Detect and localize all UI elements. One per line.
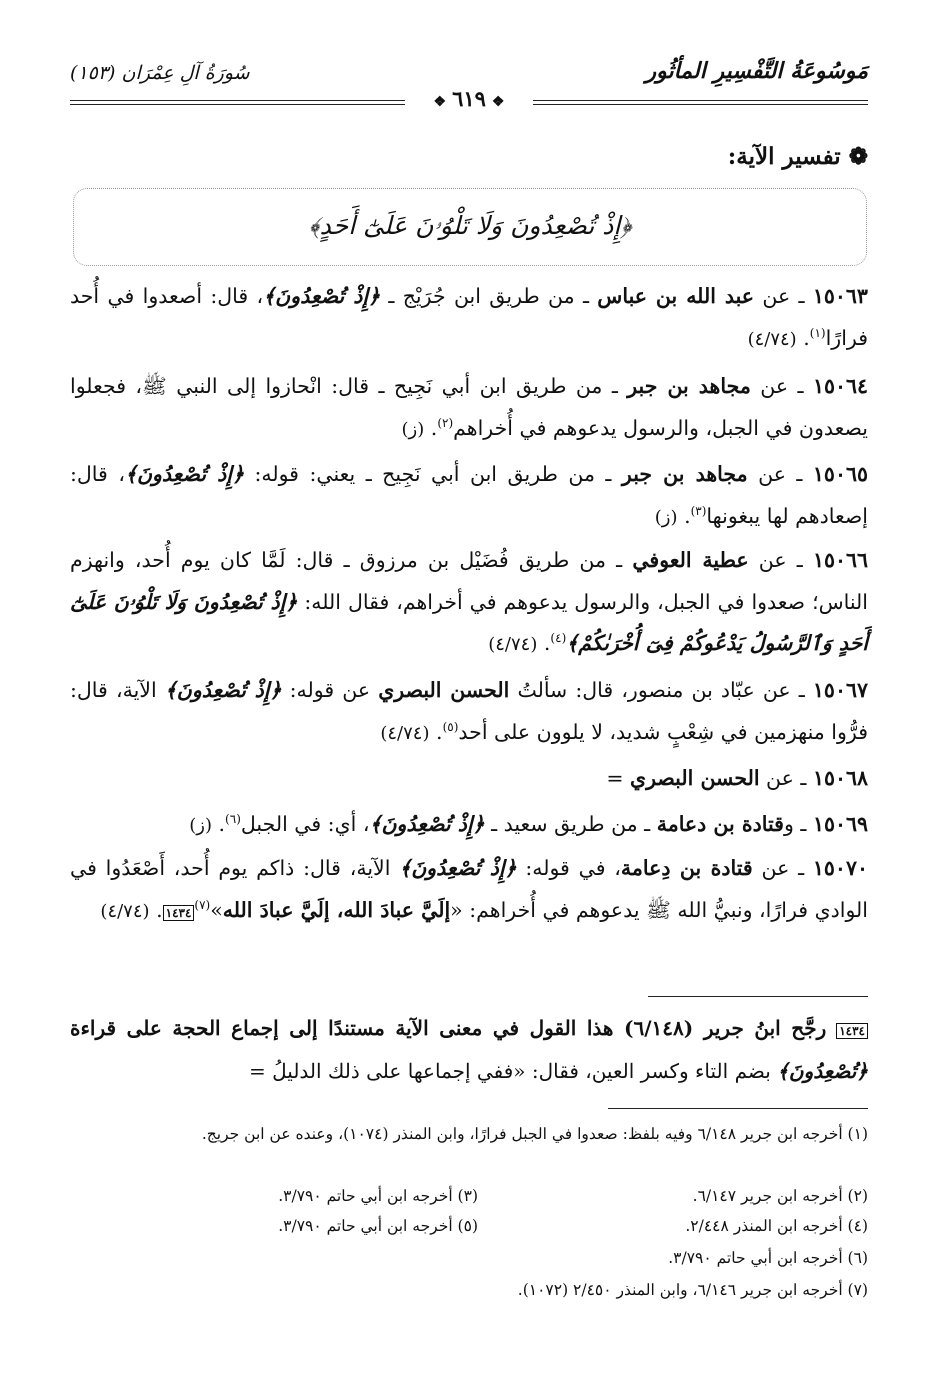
- entry-number: ١٥٠٦٨: [812, 766, 868, 790]
- footnote-marker[interactable]: (٢): [437, 415, 454, 430]
- entry-text: ـ عن: [758, 548, 803, 572]
- volume-reference: (ز): [401, 418, 425, 440]
- footnote-divider: [608, 1108, 868, 1109]
- quran-quote: ﴿إِذْ تُصْعِدُونَ﴾: [369, 812, 485, 836]
- narrator-name: مجاهد بن جبر: [621, 462, 748, 486]
- footnote-marker[interactable]: (٦): [225, 812, 241, 827]
- commentary-marker[interactable]: ١٤٣٤: [163, 905, 195, 921]
- entry-number: ١٥٠٦٤: [812, 374, 868, 398]
- footnote-marker[interactable]: (٧): [194, 897, 211, 912]
- volume-reference: (ز): [189, 815, 212, 836]
- entry-text: ـ من طريق ابن أبي نَجِيح ـ يعني: قوله:: [254, 462, 612, 486]
- quran-quote: ﴿إِذْ تُصْعِدُونَ وَلَا تَلْوُۥنَ عَلَىٰٓ أَحَدٍ وَٱلرَّسُولُ يَدْعُوكُمْ فِىٓ أُخْرَىٰكُمْ﴾: [70, 589, 868, 655]
- entry-text: ـ عن: [761, 856, 805, 880]
- entry-text: ـ من طريق فُضَيْل بن مرزوق ـ قال: لَمَّا كان يوم أُحد، وانهزم الناس؛ صعدوا في الجبل، والرسول يدعوهم في أخراهم، فقال الله:: [70, 548, 868, 614]
- footnote-marker[interactable]: (٤): [550, 631, 567, 646]
- entry-text: ـ من طريق ابن أبي نَجِيح ـ قال: انْحازوا إلى النبي ﷺ، فجعلوا يصعدون في الجبل، والرسول يدعوهم في أُخراهم: [70, 374, 868, 440]
- page-number: ٦١٩: [452, 86, 486, 111]
- hadith-call: إلَيَّ عبادَ الله، إلَيَّ عبادَ الله: [222, 897, 451, 922]
- quran-quote: ﴿إِذْ تُصْعِدُونَ﴾: [399, 856, 517, 880]
- ornament-icon: ❖: [491, 94, 505, 110]
- narrator-name: عبد الله بن عباس: [597, 284, 755, 308]
- quran-quote: ﴿إِذْ تُصْعِدُونَ﴾: [263, 284, 381, 308]
- narrator-name: مجاهد بن جبر: [627, 374, 751, 398]
- footnote-2: (٢) أخرجه ابن جرير ٦/١٤٧.: [692, 1187, 868, 1205]
- narrator-name: الحسن البصري: [378, 678, 510, 702]
- footnote-marker[interactable]: (١): [809, 325, 826, 340]
- entry-text: ـ عن عبّاد بن منصور، قال: سألتُ: [517, 678, 805, 702]
- footnote-3: (٣) أخرجه ابن أبي حاتم ٣/٧٩٠.: [278, 1187, 478, 1205]
- ornament-icon: ❖: [433, 94, 447, 110]
- entry-text: الآية، قال: ذاكم يوم أُحد، أَصْعَدُوا في الوادي فرارًا، ونبيُّ الله ﷺ يدعوهم في أُخراهم: «: [70, 856, 868, 922]
- entry-text: .: [543, 631, 551, 655]
- entry-text: عن قوله:: [289, 678, 371, 702]
- surah-label: سُورَةُ آلِ عِمْرَان (١٥٣): [70, 62, 250, 84]
- narrator-name: قتادة بن دعامة: [656, 812, 784, 836]
- volume-reference: (٤/٧٤): [100, 900, 150, 922]
- footnote-marker[interactable]: (٥): [442, 719, 459, 734]
- entry-text: ، قال: أصعدوا في أُحد فرارًا: [70, 284, 868, 350]
- section-heading-text: تفسير الآية:: [727, 143, 841, 170]
- section-heading: [728, 143, 868, 170]
- volume-reference: (٤/٧٤): [380, 722, 430, 744]
- page-number-row: [70, 86, 868, 111]
- entry-number: ١٥٠٧٠: [812, 856, 868, 880]
- volume-reference: (ز): [654, 506, 678, 528]
- footnote-5: (٥) أخرجه ابن أبي حاتم ٣/٧٩٠.: [278, 1217, 478, 1235]
- entry-text: ـ عن: [766, 766, 807, 790]
- entry-15063: [70, 276, 868, 360]
- entry-text: ـ عن: [760, 374, 804, 398]
- entry-15069: [70, 804, 868, 847]
- commentary-bold: رجَّح ابنُ جرير (٦/١٤٨) هذا القول في معنى الآية مستندًا إلى إجماع الحجة على قراءة: [70, 1016, 827, 1040]
- footnote-7: (٧) أخرجه ابن جرير ٦/١٤٦، وابن المنذر ٢/٤٥٠ (١٠٧٢).: [517, 1281, 868, 1299]
- entry-text: ـ من طريق ابن جُرَيْج ـ: [388, 284, 589, 308]
- entry-text: ـ عن: [762, 284, 805, 308]
- entry-text: .: [436, 719, 443, 744]
- quran-quote: ﴿إِذْ تُصْعِدُونَ﴾: [164, 678, 282, 702]
- entry-number: ١٥٠٦٥: [812, 462, 868, 486]
- entry-text: ، أي: في الجبل: [240, 812, 370, 836]
- footnote-4: (٤) أخرجه ابن المنذر ٢/٤٤٨.: [685, 1217, 868, 1235]
- entry-text: ، قال: إصعادهم لها يبغونها: [70, 462, 868, 528]
- entry-text: »: [210, 897, 223, 922]
- entry-number: ١٥٠٦٩: [812, 812, 868, 836]
- entry-text: ـ و: [783, 812, 807, 836]
- entry-text: .: [218, 812, 226, 836]
- entry-number: ١٥٠٦٦: [812, 548, 868, 572]
- narrator-name: الحسن البصري: [630, 766, 760, 790]
- flower-ornament-icon: ❁: [848, 143, 868, 170]
- footnote-6: (٦) أخرجه ابن أبي حاتم ٣/٧٩٠.: [668, 1249, 868, 1267]
- quran-quote: ﴿تُصْعِدُونَ﴾: [777, 1059, 868, 1083]
- entry-text: الآية، قال: فرُّوا منهزمين في شِعْبٍ شديد، لا يلوون على أحد: [70, 678, 868, 744]
- verse-text: ﴿إِذْ تُصْعِدُونَ وَلَا تَلْوُۥنَ عَلَىٰٓ أَحَدٍ﴾: [308, 211, 632, 240]
- verse-frame: [73, 188, 867, 266]
- entry-text: ـ عن: [758, 462, 803, 486]
- entry-text: =: [606, 766, 624, 790]
- entry-text: .: [156, 897, 163, 922]
- entry-15066: [70, 540, 868, 666]
- entry-15064: [70, 366, 868, 450]
- book-title: مَوسُوعَةُ التَّفْسِيرِ المأثُور: [645, 58, 868, 84]
- footnote-1: (١) أخرجه ابن جرير ٦/١٤٨ وفيه بلفظ: صعدوا في الجبل فرارًا، وابن المنذر (١٠٧٤)، وعنده عن ابن جريج.: [201, 1125, 868, 1143]
- commentary-text: بضم التاء وكسر العين، فقال: «ففي إجماعها على ذلك الدليلُ =: [249, 1059, 771, 1083]
- narrator-name: عطية العوفي: [632, 548, 749, 572]
- entry-text: ، في قوله:: [525, 856, 621, 880]
- entry-text: ـ من طريق سعيد ـ: [491, 812, 651, 836]
- volume-reference: (٤/٧٤): [488, 634, 538, 655]
- quran-quote: ﴿إِذْ تُصْعِدُونَ﴾: [124, 462, 244, 486]
- entry-text: .: [430, 415, 438, 440]
- entry-15068: [70, 758, 868, 800]
- entry-15070: [70, 848, 868, 934]
- entry-15067: [70, 670, 868, 754]
- entry-text: .: [803, 325, 810, 350]
- entry-text: .: [684, 503, 691, 528]
- commentary-divider: [648, 996, 868, 997]
- footnote-marker[interactable]: (٣): [690, 503, 707, 518]
- commentary-number: ١٤٣٤: [836, 1023, 868, 1039]
- volume-reference: (٤/٧٤): [747, 328, 797, 350]
- entry-number: ١٥٠٦٣: [812, 284, 868, 308]
- entry-15065: [70, 454, 868, 538]
- commentary-note: [70, 1008, 868, 1091]
- entry-number: ١٥٠٦٧: [812, 678, 868, 702]
- narrator-name: قتادة بن دِعامة: [620, 856, 753, 880]
